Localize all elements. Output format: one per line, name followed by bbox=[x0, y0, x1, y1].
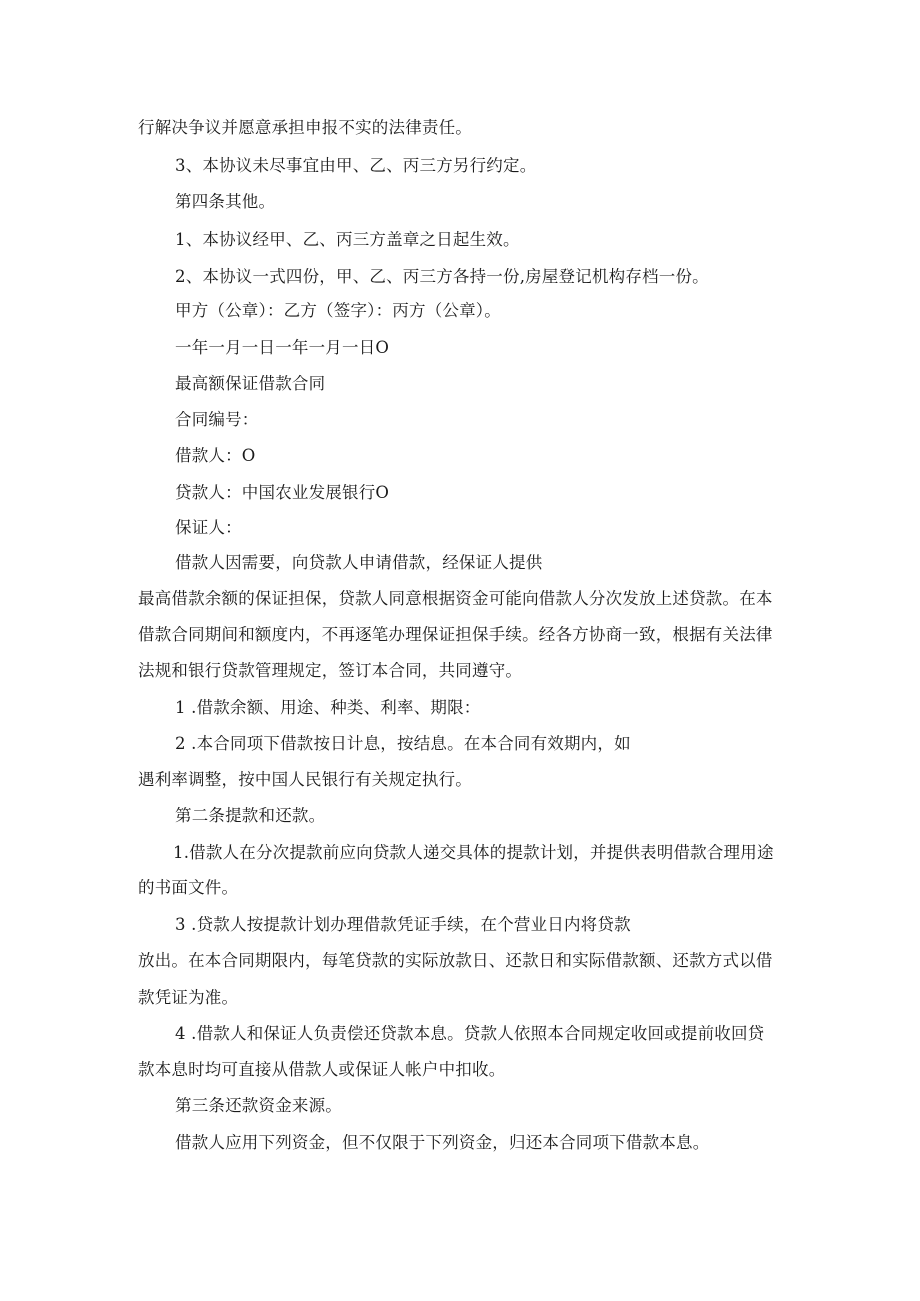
section-heading: 第二条提款和还款。 bbox=[175, 806, 326, 825]
section-heading: 第三条还款资金来源。 bbox=[175, 1096, 342, 1115]
text-line: 遇利率调整，按中国人民银行有关规定执行。 bbox=[138, 770, 472, 789]
signature-line: 甲方（公章）：乙方（签字）：丙方（公章）。 bbox=[175, 301, 501, 320]
section-heading: 第四条其他。 bbox=[175, 192, 276, 211]
text-line: 1、本协议经甲、乙、丙三方盖章之日起生效。 bbox=[175, 230, 520, 249]
date-line: 一年一月一日一年一月一日O bbox=[175, 338, 390, 357]
borrower-line: 借款人：O bbox=[175, 446, 256, 465]
text-line: 法规和银行贷款管理规定，签订本合同，共同遵守。 bbox=[138, 661, 523, 680]
text-line: 行解决争议并愿意承担申报不实的法律责任。 bbox=[138, 118, 472, 137]
text-line: 款本息时均可直接从借款人或保证人帐户中扣收。 bbox=[138, 1060, 506, 1079]
text-line: 3、本协议未尽事宜由甲、乙、丙三方另行约定。 bbox=[175, 156, 537, 175]
contract-title: 最高额保证借款合同 bbox=[175, 374, 326, 393]
text-line: 1.借款人在分次提款前应向贷款人递交具体的提款计划，并提供表明借款合理用途 bbox=[173, 843, 774, 862]
lender-line: 贷款人：中国农业发展银行O bbox=[175, 483, 390, 502]
text-line: 的书面文件。 bbox=[138, 878, 239, 897]
text-line: 3 .贷款人按提款计划办理借款凭证手续，在个营业日内将贷款 bbox=[175, 915, 631, 934]
guarantor-line: 保证人： bbox=[175, 518, 242, 537]
text-line: 2 .本合同项下借款按日计息，按结息。在本合同有效期内，如 bbox=[175, 734, 631, 753]
text-line: 2、本协议一式四份，甲、乙、丙三方各持一份,房屋登记机构存档一份。 bbox=[175, 267, 709, 286]
text-line: 款凭证为准。 bbox=[138, 988, 239, 1007]
text-line: 借款人因需要，向贷款人申请借款，经保证人提供 bbox=[175, 553, 543, 572]
text-line: 借款合同期间和额度内，不再逐笔办理保证担保手续。经各方协商一致，根据有关法律 bbox=[138, 625, 773, 644]
contract-number: 合同编号： bbox=[175, 410, 259, 429]
text-line: 最高借款余额的保证担保，贷款人同意根据资金可能向借款人分次发放上述贷款。在本 bbox=[138, 589, 773, 608]
text-line: 借款人应用下列资金，但不仅限于下列资金，归还本合同项下借款本息。 bbox=[175, 1133, 710, 1152]
text-line: 4 .借款人和保证人负责偿还贷款本息。贷款人依照本合同规定收回或提前收回贷 bbox=[175, 1024, 765, 1043]
text-line: 1 .借款余额、用途、种类、利率、期限： bbox=[175, 698, 481, 717]
text-line: 放出。在本合同期限内，每笔贷款的实际放款日、还款日和实际借款额、还款方式以借 bbox=[138, 951, 773, 970]
